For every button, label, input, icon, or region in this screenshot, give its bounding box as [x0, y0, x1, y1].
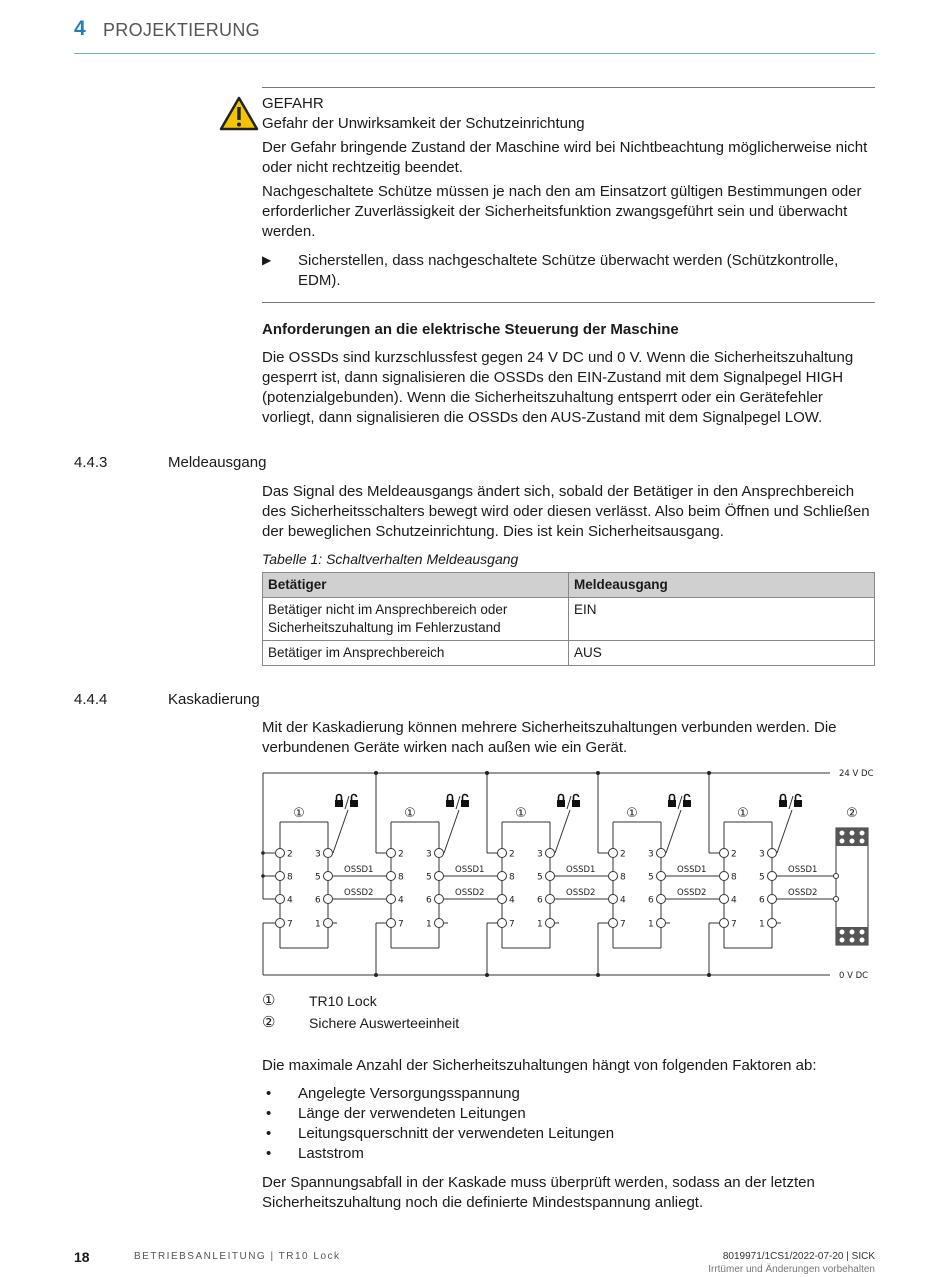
junction-dot — [374, 771, 378, 775]
chapter-title: PROJEKTIERUNG — [103, 20, 260, 40]
pin-label: 4 — [287, 895, 293, 906]
table-cell: AUS — [569, 641, 875, 666]
list-item: • Angelegte Versorgungsspannung — [262, 1084, 875, 1104]
unlocked-icon — [352, 795, 357, 801]
pin-label: 4 — [398, 895, 404, 906]
pin-terminal — [720, 872, 729, 881]
pin-label: 5 — [315, 872, 321, 883]
terminal-screw — [840, 938, 845, 943]
pin-label: 3 — [759, 849, 765, 860]
pin-label: 7 — [398, 919, 404, 930]
junction-dot — [374, 973, 378, 977]
pin-label: 4 — [731, 895, 737, 906]
pin-terminal — [324, 849, 333, 858]
pin-label: 2 — [620, 849, 626, 860]
pin-label: 8 — [398, 872, 404, 883]
danger-bottom-rule — [262, 302, 875, 303]
pin-label: 5 — [537, 872, 543, 883]
legend-marker: ② — [262, 1014, 276, 1031]
pin-label: 3 — [648, 849, 654, 860]
ossd1-label: OSSD1 — [566, 865, 596, 875]
pin-label: 8 — [287, 872, 293, 883]
locked-icon — [559, 795, 564, 801]
pin-terminal — [324, 872, 333, 881]
pin-terminal — [387, 872, 396, 881]
pin-terminal — [387, 849, 396, 858]
list-item: • Laststrom — [262, 1144, 875, 1164]
section-number-444: 4.4.4 — [74, 691, 108, 708]
legend-item — [262, 991, 875, 1013]
module-marker: ① — [293, 806, 305, 821]
section-title-443: Meldeausgang — [168, 454, 267, 471]
pin-label: 5 — [648, 872, 654, 883]
pin-terminal — [546, 872, 555, 881]
header-divider — [74, 53, 875, 54]
requirements-text: Die OSSDs sind kurzschlussfest gegen 24 V DC und 0 V. Wenn die Sicherheitszuhaltung gesperrt ist, dann signalisieren die OSSDs den EIN-Zustand mit dem Signalpegel HIGH (potenzialgebunden). Wenn die Sicherheitszuhaltung entsperrt oder ein Gerätefehler vorliegt, dann signalisieren die OSSDs den AUS-Zustand mit dem Signalpegel LOW. — [262, 349, 854, 426]
danger-subtitle: Gefahr der Unwirksamkeit der Schutzeinrichtung — [262, 115, 585, 132]
terminal-screw — [850, 930, 855, 935]
pin-label: 8 — [620, 872, 626, 883]
unlocked-icon — [685, 795, 690, 801]
table-header: Meldeausgang — [569, 573, 875, 598]
terminal-screw — [860, 839, 865, 844]
pin-label: 1 — [315, 919, 321, 930]
danger-box — [262, 94, 875, 291]
table-header: Betätiger — [263, 573, 569, 598]
pin-label: 1 — [759, 919, 765, 930]
pin-terminal — [720, 919, 729, 928]
pin-label: 7 — [731, 919, 737, 930]
terminal-screw — [850, 938, 855, 943]
pin-terminal — [276, 849, 285, 858]
pin-terminal — [546, 919, 555, 928]
input-terminal — [834, 874, 839, 879]
pin-terminal — [657, 895, 666, 904]
pin-label: 2 — [731, 849, 737, 860]
unlocked-icon — [350, 800, 358, 807]
pin-label: 7 — [620, 919, 626, 930]
cascade-wiring-diagram — [255, 762, 885, 984]
pin-label: 6 — [426, 895, 432, 906]
pin-label: 3 — [315, 849, 321, 860]
table-cell: Betätiger im Ansprechbereich — [263, 641, 569, 666]
locked-icon — [446, 800, 454, 807]
signal-table — [262, 572, 875, 666]
junction-dot — [707, 973, 711, 977]
section-444-text: Mit der Kaskadierung können mehrere Sicherheitszuhaltungen verbunden werden. Die verbundenen Geräte wirken nach außen wie ein Gerät. — [262, 719, 837, 756]
pin-terminal — [276, 895, 285, 904]
pin-terminal — [435, 872, 444, 881]
ossd1-label: OSSD1 — [344, 865, 374, 875]
module-marker: ① — [737, 806, 749, 821]
locked-icon — [781, 795, 786, 801]
slash — [789, 796, 793, 809]
ossd2-label: OSSD2 — [677, 888, 707, 898]
junction-dot — [707, 771, 711, 775]
section-443-body — [262, 482, 875, 666]
ossd2-label: OSSD2 — [344, 888, 374, 898]
ossd1-label: OSSD1 — [455, 865, 485, 875]
supply-label: 24 V DC — [839, 769, 874, 779]
unlocked-icon — [683, 800, 691, 807]
pin-terminal — [498, 849, 507, 858]
pin-terminal — [276, 919, 285, 928]
legend-text: TR10 Lock — [309, 993, 377, 1009]
table-row — [263, 641, 875, 666]
ground-label: 0 V DC — [839, 971, 869, 981]
table-cell: EIN — [569, 598, 875, 641]
pin-label: 8 — [731, 872, 737, 883]
pin-terminal — [609, 872, 618, 881]
unit-marker: ② — [846, 806, 858, 821]
slash — [567, 796, 571, 809]
ossd2-label: OSSD2 — [455, 888, 485, 898]
unlocked-icon — [794, 800, 802, 807]
pin-label: 6 — [648, 895, 654, 906]
locked-icon — [337, 795, 342, 801]
locked-icon — [557, 800, 565, 807]
pin-label: 6 — [759, 895, 765, 906]
pin-terminal — [768, 849, 777, 858]
junction-dot — [596, 771, 600, 775]
pin-label: 3 — [426, 849, 432, 860]
danger-action-text: Sicherstellen, dass nachgeschaltete Schütze überwacht werden (Schützkontrolle, EDM). — [298, 252, 839, 289]
terminal-screw — [840, 831, 845, 836]
section-443-text: Das Signal des Meldeausgangs ändert sich, sobald der Betätiger in den Ansprechbereich des Sicherheitsschalters bewegt wird oder diesen verlässt. Also beim Öffnen und Schließen der beweglichen Schutzeinrichtung. Dies ist kein Sicherheitsausgang. — [262, 483, 870, 540]
pin-label: 1 — [648, 919, 654, 930]
pin-terminal — [546, 895, 555, 904]
table-cell: Betätiger nicht im Ansprechbereich oder Sicherheitszuhaltung im Fehlerzustand — [263, 598, 569, 641]
footer-doc-title: BETRIEBSANLEITUNG | TR10 Lock — [134, 1251, 341, 1262]
danger-text-2: Nachgeschaltete Schütze müssen je nach den am Einsatzort gültigen Bestimmungen oder erforderlicher Zuverlässigkeit der Sicherheitsfunktion zwangsgeführt sein und überwacht werden. — [262, 183, 862, 240]
terminal-screw — [860, 938, 865, 943]
pin-terminal — [324, 895, 333, 904]
chapter-number: 4 — [74, 17, 86, 40]
pin-terminal — [498, 895, 507, 904]
factors-section — [262, 1056, 875, 1213]
pin-terminal — [276, 872, 285, 881]
module-marker: ① — [626, 806, 638, 821]
ossd1-label: OSSD1 — [677, 865, 707, 875]
pin-terminal — [609, 849, 618, 858]
ossd2-label: OSSD2 — [788, 888, 818, 898]
legend-text: Sichere Auswerteeinheit — [309, 1015, 460, 1031]
legend-marker: ① — [262, 992, 276, 1009]
requirements-section — [262, 320, 875, 428]
danger-top-rule — [262, 87, 875, 88]
junction-dot — [596, 973, 600, 977]
wire — [666, 810, 681, 853]
footer-note: Irrtümer und Änderungen vorbehalten — [708, 1264, 875, 1275]
table-caption: Tabelle 1: Schaltverhalten Meldeausgang — [262, 551, 519, 567]
slash — [345, 796, 349, 809]
pin-label: 2 — [398, 849, 404, 860]
junction-dot — [485, 973, 489, 977]
list-item: • Länge der verwendeten Leitungen — [262, 1104, 875, 1124]
table-row — [263, 598, 875, 641]
pin-label: 4 — [509, 895, 515, 906]
pin-label: 5 — [759, 872, 765, 883]
danger-text-1: Der Gefahr bringende Zustand der Maschine wird bei Nichtbeachtung möglicherweise nicht oder nicht rechtzeitig beendet. — [262, 139, 868, 176]
module-marker: ① — [404, 806, 416, 821]
terminal-screw — [840, 930, 845, 935]
requirements-title: Anforderungen an die elektrische Steuerung der Maschine — [262, 321, 679, 338]
pin-terminal — [720, 849, 729, 858]
pin-label: 1 — [426, 919, 432, 930]
pin-label: 6 — [537, 895, 543, 906]
closing-text: Der Spannungsabfall in der Kaskade muss überprüft werden, sodass an der letzten Sicherheitszuhaltung noch die definierte Mindestspannung anliegt. — [262, 1174, 815, 1211]
page-number: 18 — [74, 1249, 90, 1265]
pin-label: 5 — [426, 872, 432, 883]
pin-terminal — [498, 872, 507, 881]
pin-terminal — [387, 895, 396, 904]
terminal-screw — [840, 839, 845, 844]
section-number-443: 4.4.3 — [74, 454, 108, 471]
locked-icon — [779, 800, 787, 807]
warning-icon — [219, 96, 259, 132]
input-terminal — [834, 897, 839, 902]
wire — [444, 810, 459, 853]
danger-action — [262, 251, 875, 291]
section-title-444: Kaskadierung — [168, 691, 260, 708]
pin-label: 7 — [509, 919, 515, 930]
ossd2-label: OSSD2 — [566, 888, 596, 898]
pin-terminal — [387, 919, 396, 928]
pin-label: 7 — [287, 919, 293, 930]
pin-terminal — [768, 895, 777, 904]
footer-reference: 8019971/1CS1/2022-07-20 | SICK — [722, 1251, 875, 1262]
unlocked-icon — [461, 800, 469, 807]
wire — [555, 810, 570, 853]
pin-label: 4 — [620, 895, 626, 906]
pin-terminal — [657, 919, 666, 928]
junction-dot — [485, 771, 489, 775]
unlocked-icon — [572, 800, 580, 807]
pin-terminal — [768, 872, 777, 881]
pin-terminal — [657, 849, 666, 858]
pin-terminal — [324, 919, 333, 928]
pin-terminal — [720, 895, 729, 904]
pin-terminal — [609, 919, 618, 928]
pin-label: 2 — [287, 849, 293, 860]
factors-intro: Die maximale Anzahl der Sicherheitszuhaltungen hängt von folgenden Faktoren ab: — [262, 1057, 817, 1074]
pin-terminal — [498, 919, 507, 928]
pin-label: 1 — [537, 919, 543, 930]
pin-terminal — [435, 849, 444, 858]
pin-label: 6 — [315, 895, 321, 906]
pin-terminal — [435, 919, 444, 928]
terminal-screw — [860, 930, 865, 935]
pin-terminal — [768, 919, 777, 928]
module-marker: ① — [515, 806, 527, 821]
locked-icon — [335, 800, 343, 807]
pin-label: 2 — [509, 849, 515, 860]
locked-icon — [448, 795, 453, 801]
wire — [777, 810, 792, 853]
danger-title: GEFAHR — [262, 95, 324, 112]
wire — [333, 810, 348, 853]
locked-icon — [670, 795, 675, 801]
pin-label: 3 — [537, 849, 543, 860]
list-item: • Leitungsquerschnitt der verwendeten Leitungen — [262, 1124, 875, 1144]
locked-icon — [668, 800, 676, 807]
unlocked-icon — [796, 795, 801, 801]
factors-list — [262, 1084, 875, 1164]
terminal-screw — [860, 831, 865, 836]
pin-label: 8 — [509, 872, 515, 883]
diagram-legend — [262, 991, 875, 1035]
legend-item — [262, 1013, 875, 1035]
pin-terminal — [435, 895, 444, 904]
pin-terminal — [546, 849, 555, 858]
slash — [678, 796, 682, 809]
ossd1-label: OSSD1 — [788, 865, 818, 875]
unlocked-icon — [463, 795, 468, 801]
terminal-screw — [850, 839, 855, 844]
unlocked-icon — [574, 795, 579, 801]
pin-terminal — [609, 895, 618, 904]
pin-terminal — [657, 872, 666, 881]
slash — [456, 796, 460, 809]
arrow-icon: ▶ — [262, 253, 272, 267]
terminal-screw — [850, 831, 855, 836]
